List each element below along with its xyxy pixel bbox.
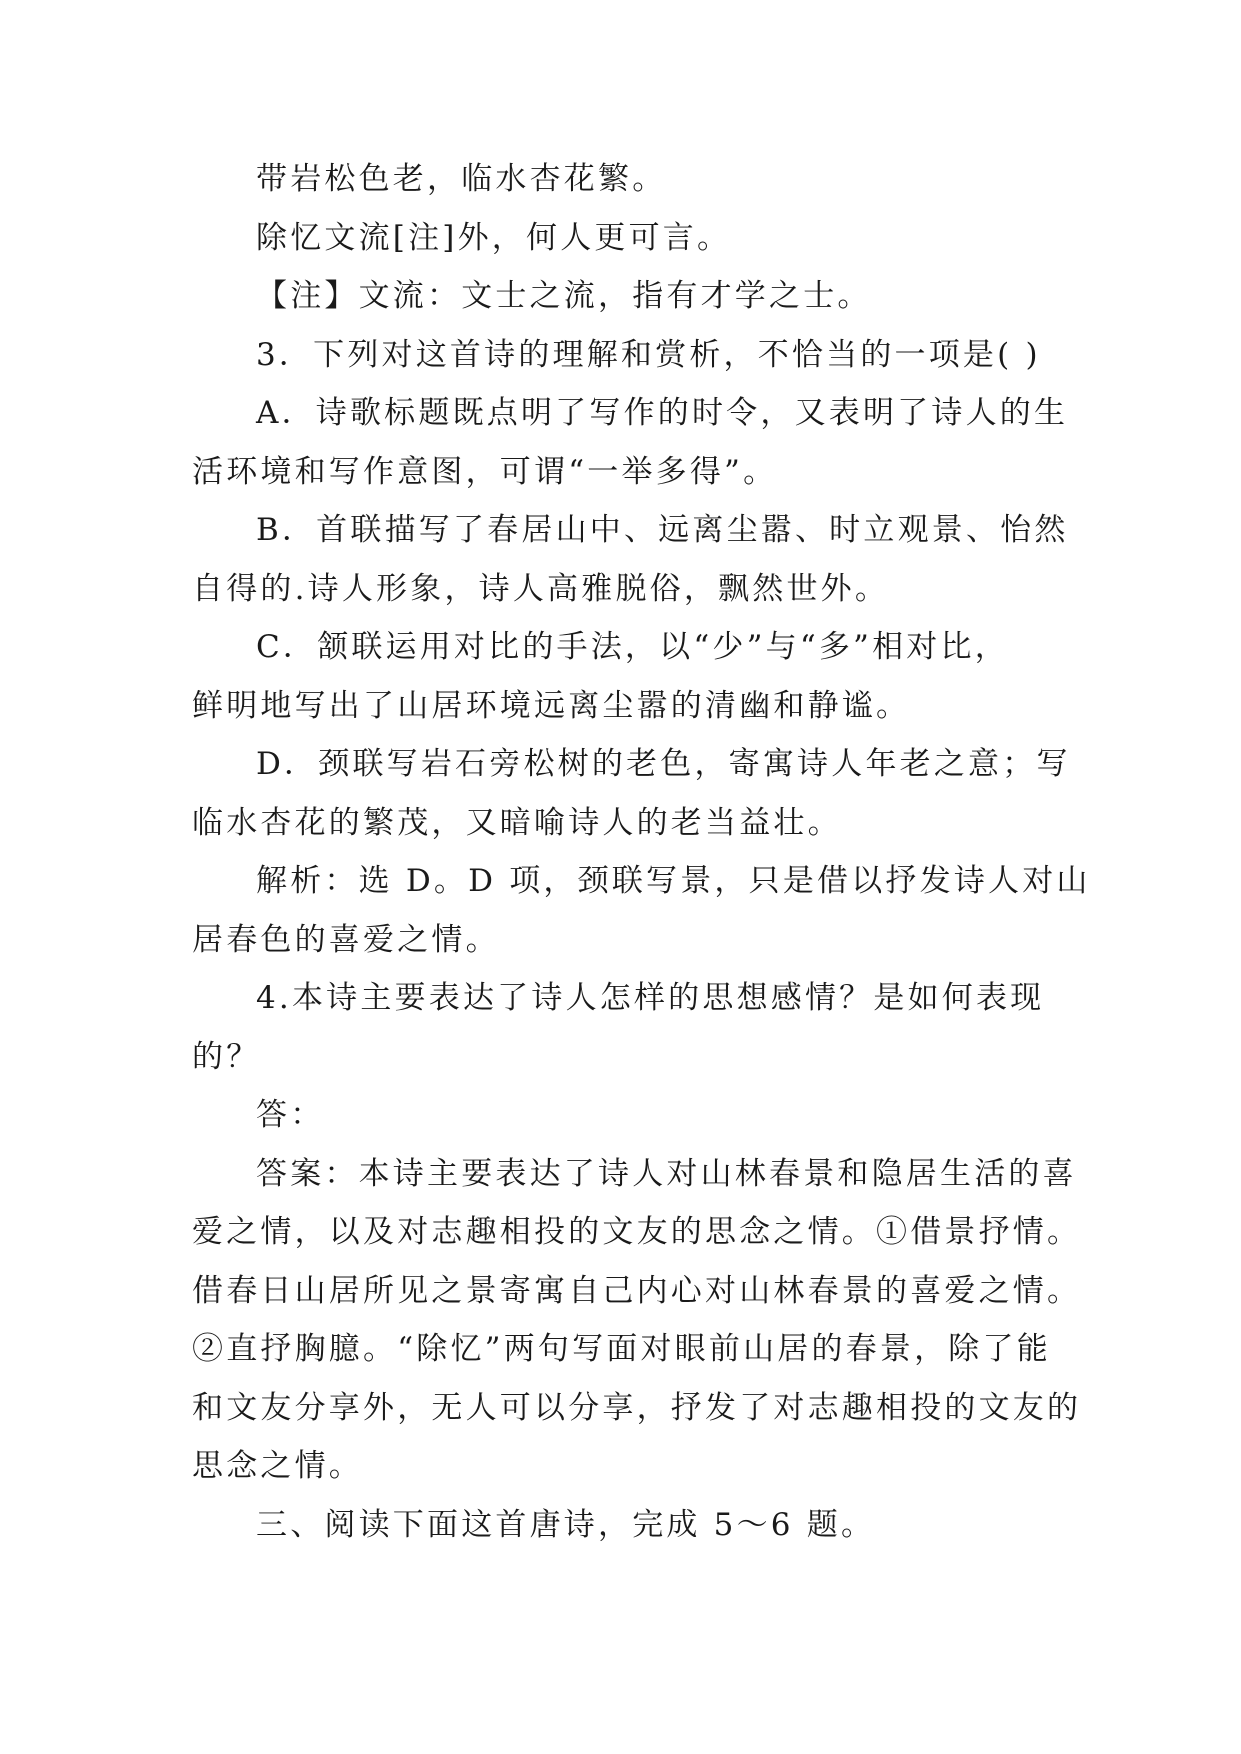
poem-line-1: 带岩松色老，临水杏花繁。 [256,161,667,197]
answer-line-6: 思念之情。 [192,1448,363,1484]
poem-line-2: 除忆文流[注]外，何人更可言。 [256,219,732,256]
answer-line-1: 答案：本诗主要表达了诗人对山林春景和隐居生活的喜 [256,1155,1077,1192]
option-b-line-1: B．首联描写了春居山中、远离尘嚣、时立观景、怡然 [256,512,1069,548]
question-3-stem: 3．下列对这首诗的理解和赏析，不恰当的一项是( ) [256,336,1041,373]
answer-line-3: 借春日山居所见之景寄寓自己内心对山林春景的喜爱之情。 [192,1272,1082,1309]
option-d-line-2: 临水杏花的繁茂，又暗喻诗人的老当益壮。 [192,804,842,841]
analysis-line-2: 居春色的喜爱之情。 [192,921,500,958]
answer-line-2: 爱之情，以及对志趣相投的文友的思念之情。①借景抒情。 [192,1214,1082,1250]
option-b-line-2: 自得的.诗人形象，诗人高雅脱俗，飘然世外。 [192,570,890,607]
option-c-line-1: C．颔联运用对比的手法，以“少”与“多”相对比， [256,629,1009,665]
section-3-heading: 三、阅读下面这首唐诗，完成 5～6 题。 [256,1506,876,1543]
question-4-line-1: 4.本诗主要表达了诗人怎样的思想感情？是如何表现 [256,980,1045,1016]
option-c-line-2: 鲜明地写出了山居环境远离尘嚣的清幽和静谧。 [192,687,911,724]
option-a-line-2: 活环境和写作意图，可谓“一举多得”。 [192,453,778,490]
question-4-line-2: 的？ [192,1038,261,1075]
option-a-line-1: A．诗歌标题既点明了写作的时令，又表明了诗人的生 [256,395,1069,431]
document-body [192,150,1091,1554]
annotation-note: 【注】文流：文士之流，指有才学之士。 [256,278,872,314]
option-d-line-1: D．颈联写岩石旁松树的老色，寄寓诗人年老之意；写 [256,746,1071,782]
analysis-line-1: 解析：选 D。D 项，颈联写景，只是借以抒发诗人对山 [256,863,1091,899]
answer-prompt: 答： [256,1097,325,1133]
answer-line-5: 和文友分享外，无人可以分享，抒发了对志趣相投的文友的 [192,1389,1082,1426]
answer-line-4: ②直抒胸臆。“除忆”两句写面对眼前山居的春景，除了能 [192,1331,1051,1367]
